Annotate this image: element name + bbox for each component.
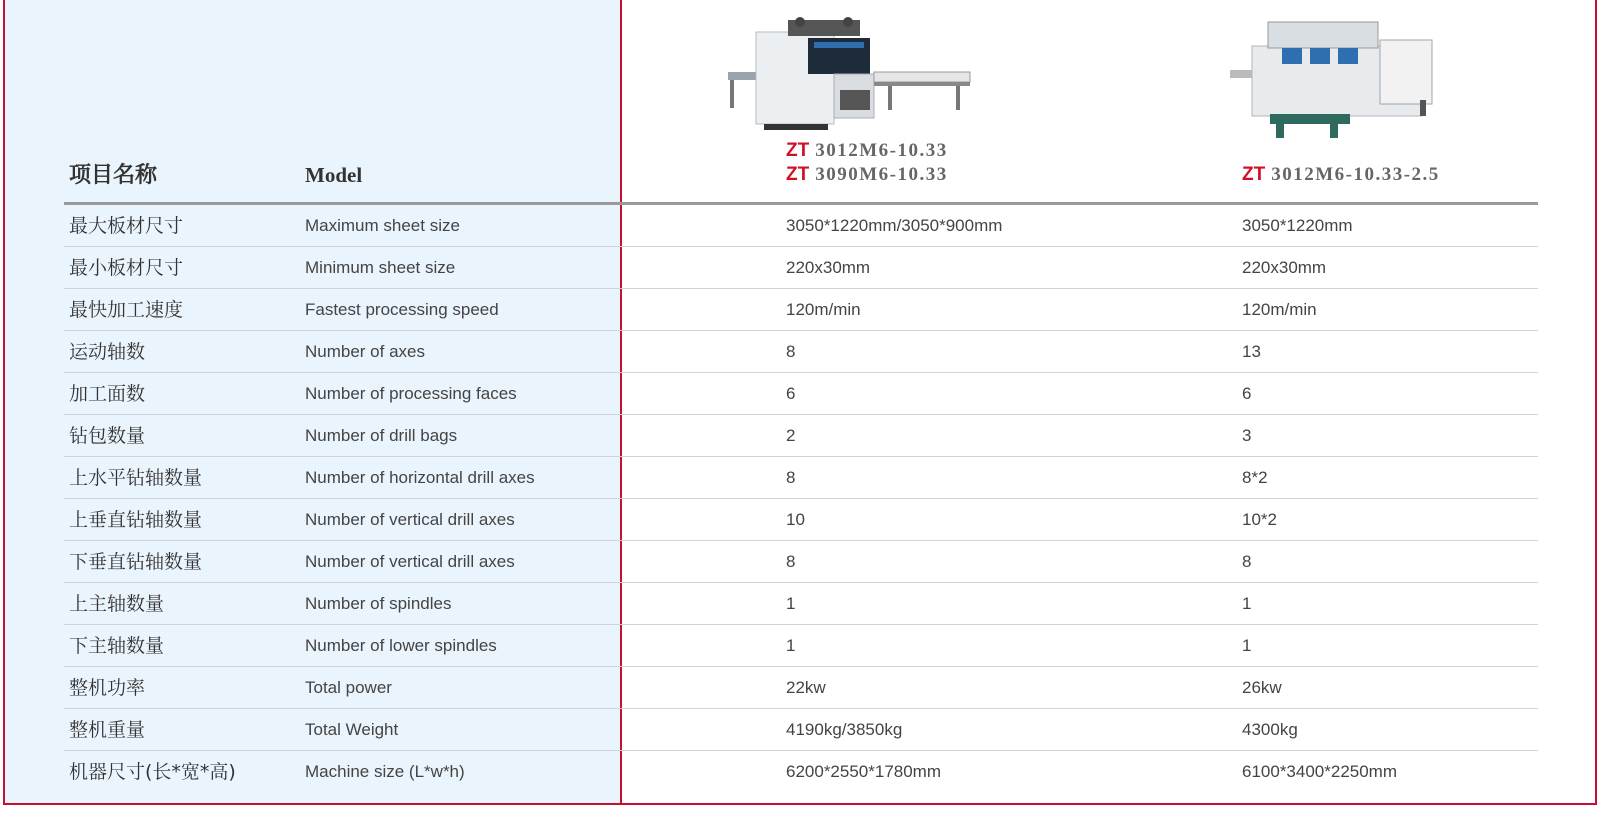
spec-row bbox=[0, 373, 1600, 415]
spec-row bbox=[0, 289, 1600, 331]
spec-value-2: 6 bbox=[1242, 384, 1252, 403]
spec-value-2: 4300kg bbox=[1242, 720, 1298, 739]
brand-mark: ZT bbox=[786, 140, 810, 161]
spec-value-1: 2 bbox=[786, 426, 796, 445]
spec-value-1: 220x30mm bbox=[786, 258, 871, 277]
spec-value-2: 8*2 bbox=[1242, 468, 1268, 487]
spec-value-1: 6200*2550*1780mm bbox=[786, 762, 942, 781]
spec-label-en: Minimum sheet size bbox=[305, 258, 456, 277]
spec-label-cn: 最大板材尺寸 bbox=[69, 215, 184, 237]
spec-label-en: Number of lower spindles bbox=[305, 636, 497, 655]
machine-photo-1 bbox=[728, 14, 974, 136]
spec-label-cn: 最快加工速度 bbox=[69, 299, 184, 321]
spec-value-2: 1 bbox=[1242, 594, 1252, 613]
spec-value-1: 3050*1220mm/3050*900mm bbox=[786, 216, 1003, 235]
spec-label-en: Total power bbox=[305, 678, 392, 697]
spec-value-1: 1 bbox=[786, 594, 796, 613]
spec-label-en: Number of horizontal drill axes bbox=[305, 468, 535, 487]
spec-label-en: Number of processing faces bbox=[305, 384, 517, 403]
machine-photo-2 bbox=[1230, 16, 1440, 140]
spec-label-en: Number of vertical drill axes bbox=[305, 552, 515, 571]
spec-value-2: 220x30mm bbox=[1242, 258, 1327, 277]
spec-label-cn: 最小板材尺寸 bbox=[69, 257, 184, 279]
spec-row bbox=[0, 583, 1600, 625]
spec-value-1: 22kw bbox=[786, 678, 826, 697]
spec-label-cn: 上主轴数量 bbox=[69, 593, 165, 615]
spec-label-cn: 上水平钻轴数量 bbox=[69, 467, 203, 489]
spec-row bbox=[0, 205, 1600, 247]
spec-label-en: Number of vertical drill axes bbox=[305, 510, 515, 529]
spec-value-2: 8 bbox=[1242, 552, 1252, 571]
spec-label-en: Number of drill bags bbox=[305, 426, 458, 445]
spec-label-cn: 下主轴数量 bbox=[69, 635, 165, 657]
spec-value-2: 13 bbox=[1242, 342, 1261, 361]
spec-value-1: 8 bbox=[786, 552, 796, 571]
spec-value-1: 4190kg/3850kg bbox=[786, 720, 903, 739]
spec-value-2: 26kw bbox=[1242, 678, 1282, 697]
model-label-1b bbox=[786, 164, 948, 186]
spec-row bbox=[0, 625, 1600, 667]
spec-label-cn: 钻包数量 bbox=[69, 425, 146, 447]
spec-value-2: 3 bbox=[1242, 426, 1252, 445]
model-label-1a bbox=[786, 140, 948, 162]
spec-label-cn: 加工面数 bbox=[69, 383, 146, 405]
spec-row bbox=[0, 331, 1600, 373]
spec-label-cn: 机器尺寸(长*宽*高) bbox=[69, 761, 236, 783]
header-name-cn: 项目名称 bbox=[69, 163, 158, 188]
model-code: 3012M6-10.33 bbox=[815, 140, 948, 161]
spec-value-1: 8 bbox=[786, 468, 796, 487]
spec-row bbox=[0, 499, 1600, 541]
model-code: 3012M6-10.33-2.5 bbox=[1271, 164, 1440, 185]
spec-value-1: 120m/min bbox=[786, 300, 861, 319]
spec-row bbox=[0, 457, 1600, 499]
brand-mark: ZT bbox=[1242, 164, 1266, 185]
spec-label-cn: 上垂直钻轴数量 bbox=[69, 509, 203, 531]
model-label-2 bbox=[1242, 164, 1440, 186]
spec-label-en: Fastest processing speed bbox=[305, 300, 499, 319]
spec-label-en: Total Weight bbox=[305, 720, 399, 739]
spec-label-cn: 运动轴数 bbox=[69, 341, 146, 363]
spec-label-en: Number of axes bbox=[305, 342, 425, 361]
spec-row bbox=[0, 247, 1600, 289]
spec-value-1: 6 bbox=[786, 384, 796, 403]
spec-label-en: Number of spindles bbox=[305, 594, 452, 613]
model-code: 3090M6-10.33 bbox=[815, 164, 948, 185]
spec-value-1: 8 bbox=[786, 342, 796, 361]
spec-row bbox=[0, 751, 1600, 793]
spec-value-2: 10*2 bbox=[1242, 510, 1277, 529]
spec-value-2: 1 bbox=[1242, 636, 1252, 655]
spec-label-cn: 下垂直钻轴数量 bbox=[69, 551, 203, 573]
spec-row bbox=[0, 709, 1600, 751]
spec-value-1: 10 bbox=[786, 510, 805, 529]
spec-value-2: 120m/min bbox=[1242, 300, 1317, 319]
header-name-en: Model bbox=[305, 163, 363, 187]
spec-label-cn: 整机功率 bbox=[69, 677, 146, 699]
spec-value-2: 6100*3400*2250mm bbox=[1242, 762, 1398, 781]
spec-row bbox=[0, 541, 1600, 583]
spec-label-cn: 整机重量 bbox=[69, 719, 146, 741]
spec-label-en: Maximum sheet size bbox=[305, 216, 460, 235]
brand-mark: ZT bbox=[786, 164, 810, 185]
spec-row bbox=[0, 415, 1600, 457]
spec-value-2: 3050*1220mm bbox=[1242, 216, 1353, 235]
spec-value-1: 1 bbox=[786, 636, 796, 655]
spec-label-en: Machine size (L*w*h) bbox=[305, 762, 465, 781]
spec-row bbox=[0, 667, 1600, 709]
